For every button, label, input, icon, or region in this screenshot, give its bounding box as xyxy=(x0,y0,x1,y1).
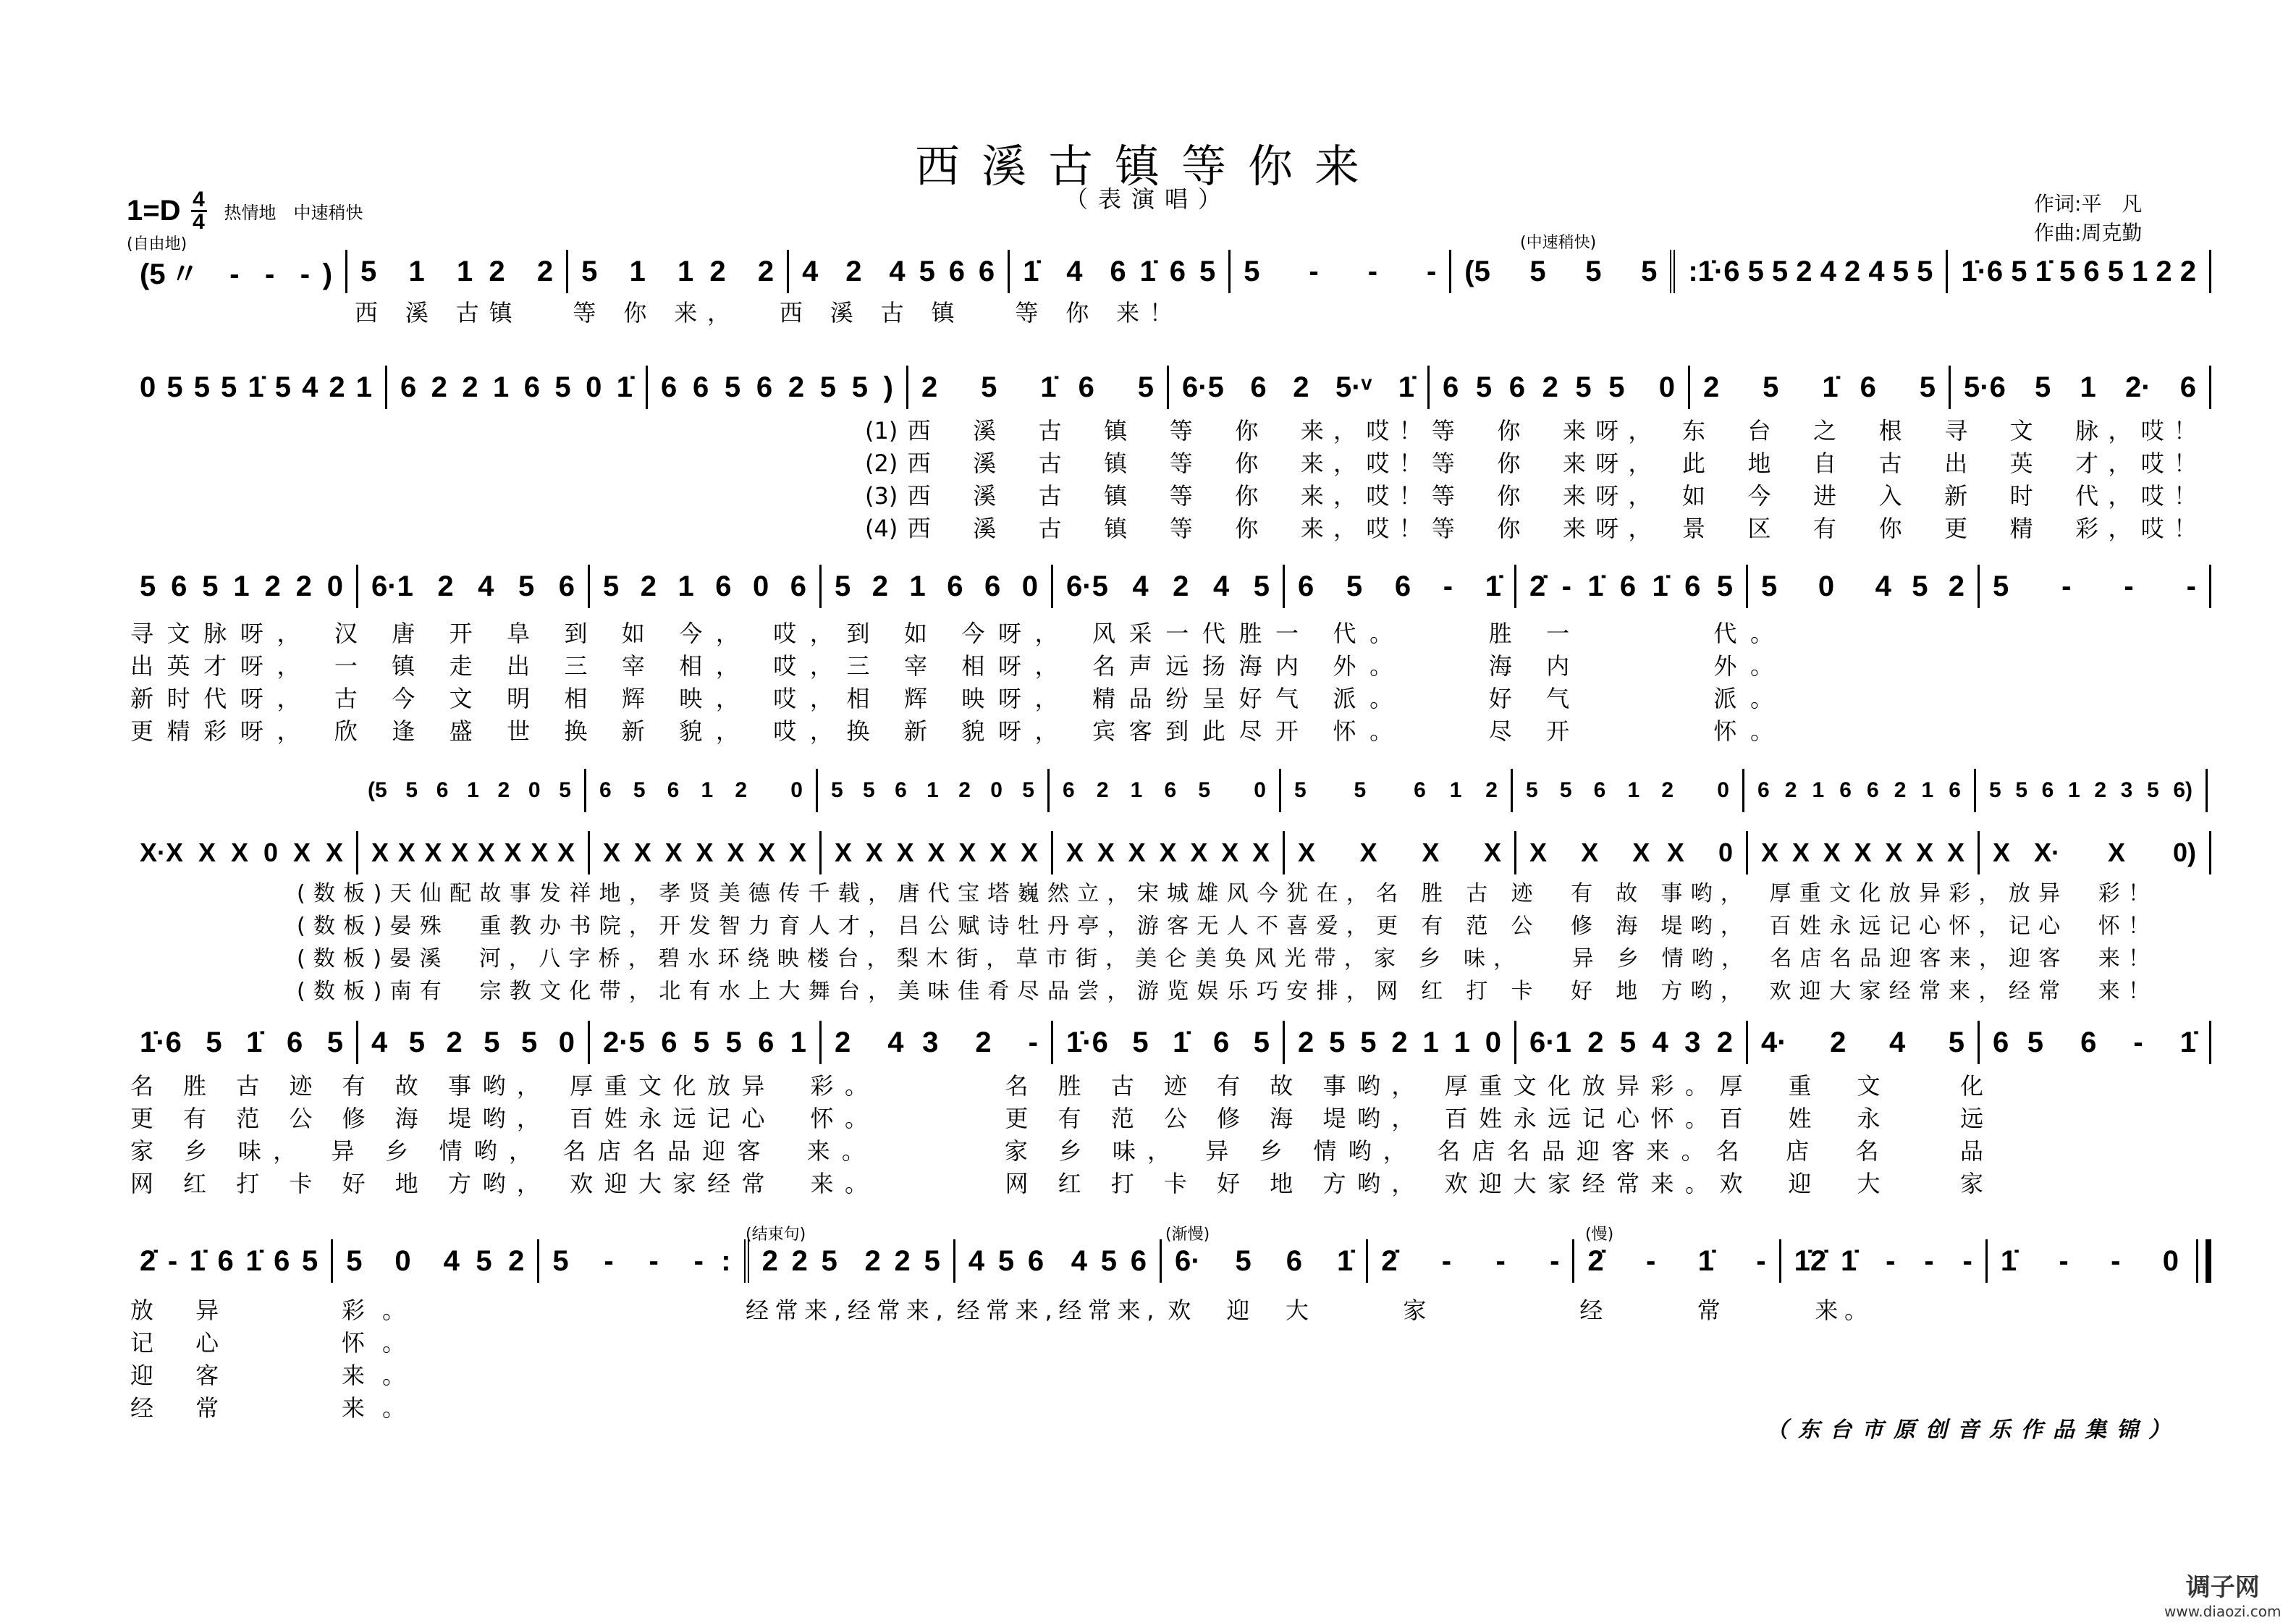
measure xyxy=(1974,769,2206,812)
measure-notes: 6 6 5 6 2 5 5 ) xyxy=(661,371,893,403)
measure-notes: (5 5 5 5 xyxy=(1464,255,1658,287)
score-system xyxy=(127,831,2211,874)
ending-phrase-mark: (结束句) xyxy=(746,1226,806,1244)
measure-notes: 4 2 4 5 6 6 xyxy=(802,255,995,287)
measure-notes: 2̇ - 1̇ 6 1̇ 6 5 xyxy=(140,1244,318,1277)
measure-notes: 6 2 1 6 5 0 xyxy=(1063,778,1266,802)
measure xyxy=(1688,366,1949,409)
measure xyxy=(356,565,588,608)
lyric-shuban-2: (数板)晏殊 重教办书院，开发智力育人才，吕公赋诗牡丹亭，游客无人不喜爱，更 有 范 公 修 海 堤哟， 百姓永远记心怀，记心 怀！ xyxy=(297,914,2150,939)
lyricist: 作词:平 凡 xyxy=(2034,192,2143,216)
measure-notes: 4 5 2 5 5 0 xyxy=(371,1026,575,1058)
measure-notes: 5 6 5 1 2 2 0 xyxy=(140,570,343,602)
measure xyxy=(816,769,1047,812)
score-system xyxy=(355,769,2208,812)
measure xyxy=(1946,250,2209,293)
measure-notes: 2 5 5 2 1 1 0 xyxy=(1298,1026,1501,1058)
measure-notes: 5 - - - xyxy=(1244,255,1437,287)
measure xyxy=(1746,831,1978,874)
measure-notes: 6 5 6 1 2 0 xyxy=(599,778,803,802)
key-signature xyxy=(127,187,363,234)
measure xyxy=(356,1021,588,1064)
measure-notes: 2·5 6 5 5 6 1 xyxy=(603,1026,806,1058)
measure-notes: 5 0 4 5 2 xyxy=(1761,570,1964,602)
lyric-verse-b-4: 更精彩呀， 欣 逢 盛 世 换 新 貌， 哎，换 新 貌呀， 宾客到此尽开 怀。 尽 开 怀。 xyxy=(130,717,1773,745)
measure xyxy=(1228,250,1449,293)
barline xyxy=(2206,769,2208,812)
barline xyxy=(2209,250,2211,293)
measure-notes: 6 2 2 1 6 5 0 1̇ xyxy=(400,371,633,403)
measure xyxy=(1283,831,1514,874)
measure-notes: 1̇ 4 6 1̇ 6 5 xyxy=(1023,255,1216,287)
measure-notes: 5 2 1 6 6 0 xyxy=(835,570,1038,602)
lyric-verse-c-1: 名 胜 古 迹 有 故 事哟， 厚重文化放异 彩。 名 胜 古 迹 有 故 事哟， 厚重文化放异彩。厚 重 文 化 xyxy=(130,1072,1983,1100)
measure-notes: X X X X X X X xyxy=(1761,838,1964,867)
measure xyxy=(127,831,356,874)
song-title: 西溪古镇等你来 xyxy=(914,140,1381,193)
measure xyxy=(1283,1021,1514,1064)
measure xyxy=(1051,565,1283,608)
measure xyxy=(1279,769,1511,812)
measure-notes: 5 5 6 1 2 0 5 xyxy=(831,778,1034,802)
lyric-shuban-4: (数板)南有 宗教文化带，北有水上大舞台，美味佳肴尽品尝，游览娱乐巧安排，网 红 打 卡 好 地 方哟， 欢迎大家经常来，经常 来！ xyxy=(297,979,2150,1004)
measure-notes: 5 - - - xyxy=(1993,570,2196,602)
lyric-verse-a-2: (2)西 溪 古 镇 等 你 来，哎！等 你 来呀， 此 地 自 古 出 英 才，哎！ xyxy=(865,450,2197,477)
barline xyxy=(2209,366,2211,409)
lyric-coda: 经常来,经常来, 经常来,经常来, 欢 迎 大 家 经 常 来。 xyxy=(746,1297,1867,1324)
measure xyxy=(819,831,1051,874)
measure xyxy=(1051,831,1283,874)
measure-notes: 5 - - - : xyxy=(552,1244,731,1277)
measure xyxy=(588,831,819,874)
measure xyxy=(744,1239,953,1283)
measure-notes: 5 1 1 2 2 xyxy=(581,255,775,287)
measure xyxy=(646,366,906,409)
measure-notes: X X X X X X X xyxy=(603,838,806,867)
measure xyxy=(1160,1239,1366,1283)
measure xyxy=(1746,565,1978,608)
measure-notes: 2 4 3 2 - xyxy=(835,1026,1038,1058)
measure-notes: 6 5 6 - 1̇ xyxy=(1298,570,1501,602)
measure-notes: X X X X xyxy=(1298,838,1501,867)
measure xyxy=(1514,1021,1746,1064)
measure-notes: 5 5 6 1 2 3 5 6) xyxy=(1989,778,2192,802)
measure-notes: X·X X X 0 X X xyxy=(140,838,343,867)
measure xyxy=(1949,366,2209,409)
measure-notes: 2̇ - 1̇ - xyxy=(1587,1244,1766,1277)
measure xyxy=(906,366,1167,409)
measure xyxy=(537,1239,743,1283)
measure-notes: 2 2 5 2 2 5 xyxy=(761,1244,940,1277)
measure xyxy=(1985,1239,2192,1283)
credits xyxy=(2034,190,2142,248)
measure-notes: (5 5 6 1 2 0 5 xyxy=(368,778,571,802)
measure xyxy=(566,250,787,293)
measure xyxy=(588,565,819,608)
lyric-verse-a-1: (1)西 溪 古 镇 等 你 来，哎！等 你 来呀， 东 台 之 根 寻 文 脉，哎！ xyxy=(865,417,2197,444)
measure-notes: 6· 5 6 1̇ xyxy=(1175,1244,1354,1277)
measure-notes: 6 5 6 - 1̇ xyxy=(1993,1026,2196,1058)
lyric-verse-a-3: (3)西 溪 古 镇 等 你 来，哎！等 你 来呀， 如 今 进 入 新 时 代，哎！ xyxy=(865,482,2197,510)
measure xyxy=(385,366,646,409)
measure-notes: 2̇ - 1̇ 6 1̇ 6 5 xyxy=(1529,570,1733,602)
measure xyxy=(1978,565,2209,608)
score-system xyxy=(127,1021,2211,1064)
measure xyxy=(787,250,1008,293)
measure xyxy=(819,1021,1051,1064)
lyric-verse-d-3: 迎 客 来。 xyxy=(130,1362,405,1389)
measure-notes: (5〃 - - - ) xyxy=(140,258,333,290)
watermark xyxy=(2164,1567,2281,1620)
measure-notes: X X X X X X X xyxy=(1066,838,1270,867)
measure xyxy=(127,1021,356,1064)
lyric-shuban-3: (数板)晏溪 河，八字桥，碧水环绕映楼台，梨木街，草市街，美仑美奂风光带，家 乡 味， 异 乡 情哟， 名店名品迎客来，迎客 来！ xyxy=(297,946,2150,971)
measure-notes: X X X X X X X xyxy=(835,838,1038,867)
measure xyxy=(1746,1021,1978,1064)
measure-notes: :1̇·6 5 5 2 4 2 4 5 5 xyxy=(1688,255,1933,287)
ritardando-mark: (渐慢) xyxy=(1165,1226,1210,1244)
lyric-verse-d-4: 经 常 来。 xyxy=(130,1394,405,1422)
measure-notes: 4 5 6 4 5 6 xyxy=(968,1244,1147,1277)
barline xyxy=(2209,1021,2211,1064)
measure-notes: 0 5 5 5 1̇ 5 4 2 1 xyxy=(140,371,372,403)
measure xyxy=(1978,831,2209,874)
measure xyxy=(356,831,588,874)
measure xyxy=(1511,769,1742,812)
measure-notes: 6·1 2 4 5 6 xyxy=(371,570,575,602)
time-bottom: 4 xyxy=(193,210,205,234)
lyric-verse-c-3: 家 乡 味， 异 乡 情哟， 名店名品迎客 来。 家 乡 味， 异 乡 情哟， 名店名品迎客来。名 店 名 品 xyxy=(130,1137,1983,1165)
measure xyxy=(127,565,356,608)
score-system xyxy=(127,1239,2211,1283)
measure-notes: 4· 2 4 5 xyxy=(1761,1026,1964,1058)
expression-mark: 热情地 中速稍快 xyxy=(224,203,363,223)
measure-notes: 5 2 1 6 0 6 xyxy=(603,570,806,602)
measure xyxy=(1167,366,1427,409)
measure xyxy=(1008,250,1228,293)
measure-notes: 1̇2̇ 1̇ - - - xyxy=(1794,1244,1972,1277)
time-top: 4 xyxy=(193,187,205,211)
measure-notes: 5 0 4 5 2 xyxy=(346,1244,525,1277)
measure-notes: 1̇·6 5 1̇ 5 6 5 1 2 2 xyxy=(1961,255,2197,287)
free-tempo-mark: (自由地) xyxy=(127,235,187,253)
measure xyxy=(1572,1239,1778,1283)
score-system xyxy=(127,250,2211,293)
measure-notes: 6·5 4 2 4 5 xyxy=(1066,570,1270,602)
measure-notes: 1̇·6 5 1̇ 6 5 xyxy=(1066,1026,1270,1058)
measure-notes: 1̇·6 5 1̇ 6 5 xyxy=(140,1026,343,1058)
measure-notes: 6·1 2 5 4 3 2 xyxy=(1529,1026,1733,1058)
composer: 作曲:周克勤 xyxy=(2034,221,2143,245)
measure xyxy=(127,366,385,409)
lyric-intro: 西 溪 古镇 等 你 来， 西 溪 古 镇 等 你 来！ xyxy=(355,299,1173,326)
lyric-verse-c-2: 更 有 范 公 修 海 堤哟， 百姓永远记心 怀。 更 有 范 公 修 海 堤哟， 百姓永远记心怀。百 姓 永 远 xyxy=(130,1105,1983,1132)
measure-notes: 1̇ - - 0 xyxy=(2000,1244,2179,1277)
measure xyxy=(1047,769,1279,812)
watermark-name: 调子网 xyxy=(2185,1573,2260,1602)
measure-notes: 5 5 6 1 2 0 xyxy=(1526,778,1729,802)
lyric-verse-b-3: 新时代呀， 古 今 文 明 相 辉 映， 哎，相 辉 映呀， 精品纷呈好气 派。 好 气 派。 xyxy=(130,685,1773,712)
key: 1=D xyxy=(127,195,181,227)
score-system xyxy=(127,565,2211,608)
measure-notes: 6·5 6 2 5·ᵛ 1̇ xyxy=(1182,371,1414,403)
measure xyxy=(1670,250,1946,293)
lyric-verse-b-2: 出英才呀， 一 镇 走 出 三 宰 相， 哎，三 宰 相呀， 名声远扬海内 外。 海 内 外。 xyxy=(130,652,1773,680)
measure xyxy=(819,565,1051,608)
measure xyxy=(331,1239,537,1283)
final-barline xyxy=(2196,1239,2211,1283)
measure-notes: 2̇ - - - xyxy=(1381,1244,1560,1277)
slow-mark: (慢) xyxy=(1585,1226,1614,1244)
measure-notes: X X X X X X X X xyxy=(371,838,575,867)
score-system xyxy=(127,366,2211,409)
measure-notes: 2 5 1̇ 6 5 xyxy=(921,371,1154,403)
measure xyxy=(1283,565,1514,608)
measure xyxy=(1427,366,1688,409)
lyric-verse-d-2: 记 心 怀。 xyxy=(130,1329,405,1357)
measure xyxy=(1978,1021,2209,1064)
measure xyxy=(355,769,584,812)
lyric-verse-c-4: 网 红 打 卡 好 地 方哟， 欢迎大家经常 来。 网 红 打 卡 好 地 方哟， 欢迎大家经常来。欢 迎 大 家 xyxy=(130,1170,1983,1197)
measure xyxy=(127,1239,331,1283)
measure-notes: 5 5 6 1 2 xyxy=(1294,778,1498,802)
collection-footer: （东台市原创音乐作品集锦） xyxy=(1766,1417,2180,1443)
measure-notes: X X· X 0) xyxy=(1993,838,2196,867)
measure-notes: 5 1 1 2 2 xyxy=(360,255,554,287)
measure xyxy=(1514,831,1746,874)
measure xyxy=(588,1021,819,1064)
measure xyxy=(584,769,816,812)
song-subtitle: （表演唱） xyxy=(1064,185,1231,213)
lyric-verse-b-1: 寻文脉呀， 汉 唐 开 阜 到 如 今， 哎，到 如 今呀， 风采一代胜一 代。 胜 一 代。 xyxy=(130,620,1773,647)
barline xyxy=(2209,565,2211,608)
measure-notes: 5·6 5 1 2· 6 xyxy=(1964,371,2196,403)
measure xyxy=(1779,1239,1985,1283)
measure-notes: 6 5 6 2 5 5 0 xyxy=(1443,371,1675,403)
lyric-verse-d-1: 放 异 彩。 xyxy=(130,1297,405,1324)
measure-notes: 2 5 1̇ 6 5 xyxy=(1703,371,1936,403)
time-signature xyxy=(191,187,207,234)
measure-notes: X X X X 0 xyxy=(1529,838,1733,867)
measure xyxy=(345,250,566,293)
measure xyxy=(127,250,345,293)
measure xyxy=(1449,250,1670,293)
tempo-change-mark: (中速稍快) xyxy=(1520,234,1597,252)
watermark-url: www.diaozi.com xyxy=(2164,1603,2282,1620)
lyric-verse-a-4: (4)西 溪 古 镇 等 你 来，哎！等 你 来呀， 景 区 有 你 更 精 彩，哎！ xyxy=(865,515,2197,542)
barline xyxy=(2209,831,2211,874)
measure xyxy=(953,1239,1160,1283)
measure xyxy=(1051,1021,1283,1064)
measure-notes: 6 2 1 6 6 2 1 6 xyxy=(1757,778,1961,802)
measure xyxy=(1742,769,1974,812)
measure xyxy=(1514,565,1746,608)
lyric-shuban-1: (数板)天仙配故事发祥地，孝贤美德传千载，唐代宝塔巍然立，宋城雄风今犹在，名 胜 古 迹 有 故 事哟， 厚重文化放异彩，放异 彩！ xyxy=(297,881,2150,906)
measure xyxy=(1366,1239,1572,1283)
